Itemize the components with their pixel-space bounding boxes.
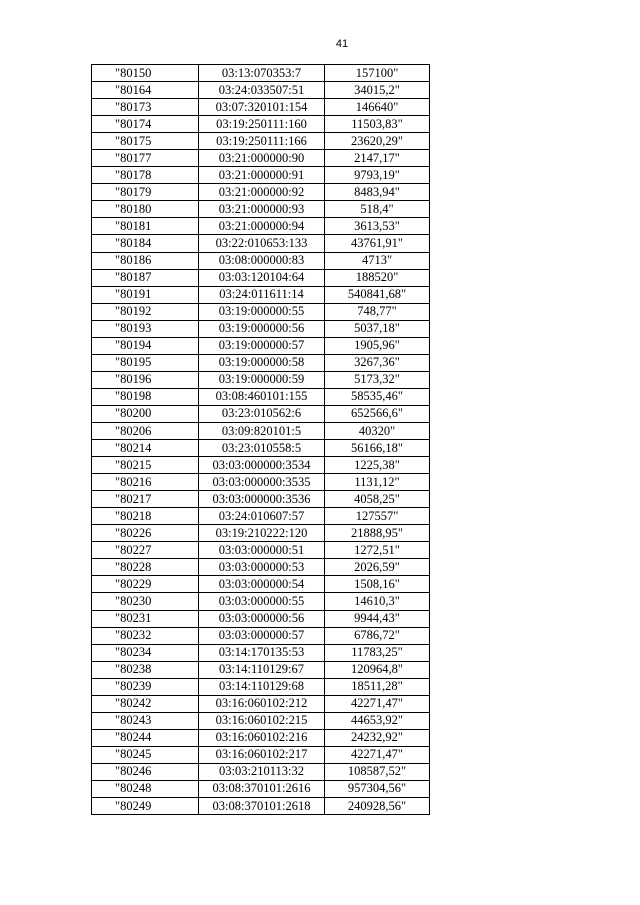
value-cell: 1508,16" (325, 576, 430, 593)
table-row (92, 729, 430, 746)
cadastral-number-cell: 03:03:120104:64 (199, 269, 325, 286)
record-id-cell: "80242 (92, 695, 199, 712)
table-row (92, 150, 430, 167)
value-cell: 14610,3" (325, 593, 430, 610)
cadastral-number-cell: 03:24:010607:57 (199, 508, 325, 525)
value-cell: 6786,72" (325, 627, 430, 644)
table-row (92, 763, 430, 780)
record-id-cell: "80232 (92, 627, 199, 644)
value-cell: 1131,12" (325, 474, 430, 491)
cadastral-number-cell: 03:21:000000:90 (199, 150, 325, 167)
value-cell: 652566,6" (325, 405, 430, 422)
table-row (92, 474, 430, 491)
table-row (92, 252, 430, 269)
value-cell: 44653,92" (325, 712, 430, 729)
table-row (92, 184, 430, 201)
cadastral-number-cell: 03:16:060102:215 (199, 712, 325, 729)
table-row (92, 627, 430, 644)
value-cell: 23620,29" (325, 133, 430, 150)
table-row (92, 269, 430, 286)
table-row (92, 133, 430, 150)
value-cell: 240928,56" (325, 798, 430, 815)
record-id-cell: "80245 (92, 746, 199, 763)
cadastral-number-cell: 03:03:000000:3534 (199, 457, 325, 474)
cadastral-number-cell: 03:16:060102:212 (199, 695, 325, 712)
data-table (91, 64, 430, 815)
record-id-cell: "80150 (92, 65, 199, 82)
table-row (92, 559, 430, 576)
cadastral-number-cell: 03:16:060102:217 (199, 746, 325, 763)
table-row (92, 82, 430, 99)
value-cell: 56166,18" (325, 440, 430, 457)
table-row (92, 218, 430, 235)
record-id-cell: "80195 (92, 354, 199, 371)
value-cell: 8483,94" (325, 184, 430, 201)
value-cell: 34015,2" (325, 82, 430, 99)
record-id-cell: "80198 (92, 388, 199, 405)
record-id-cell: "80229 (92, 576, 199, 593)
record-id-cell: "80194 (92, 337, 199, 354)
table-row (92, 303, 430, 320)
cadastral-number-cell: 03:23:010562:6 (199, 405, 325, 422)
cadastral-number-cell: 03:19:000000:58 (199, 354, 325, 371)
record-id-cell: "80175 (92, 133, 199, 150)
table-row (92, 422, 430, 439)
table-row (92, 525, 430, 542)
cadastral-number-cell: 03:03:000000:57 (199, 627, 325, 644)
cadastral-number-cell: 03:21:000000:91 (199, 167, 325, 184)
value-cell: 42271,47" (325, 695, 430, 712)
cadastral-number-cell: 03:08:370101:2616 (199, 780, 325, 797)
record-id-cell: "80174 (92, 116, 199, 133)
table-row (92, 661, 430, 678)
cadastral-number-cell: 03:03:000000:3535 (199, 474, 325, 491)
value-cell: 4058,25" (325, 491, 430, 508)
cadastral-number-cell: 03:24:033507:51 (199, 82, 325, 99)
value-cell: 5037,18" (325, 320, 430, 337)
table-row (92, 286, 430, 303)
record-id-cell: "80196 (92, 371, 199, 388)
cadastral-number-cell: 03:03:000000:56 (199, 610, 325, 627)
record-id-cell: "80186 (92, 252, 199, 269)
value-cell: 21888,95" (325, 525, 430, 542)
table-row (92, 337, 430, 354)
table-row (92, 695, 430, 712)
cadastral-number-cell: 03:08:460101:155 (199, 388, 325, 405)
value-cell: 540841,68" (325, 286, 430, 303)
value-cell: 518,4" (325, 201, 430, 218)
value-cell: 9793,19" (325, 167, 430, 184)
table-row (92, 201, 430, 218)
cadastral-number-cell: 03:08:370101:2618 (199, 798, 325, 815)
record-id-cell: "80217 (92, 491, 199, 508)
value-cell: 157100" (325, 65, 430, 82)
record-id-cell: "80227 (92, 542, 199, 559)
table-row (92, 116, 430, 133)
record-id-cell: "80228 (92, 559, 199, 576)
value-cell: 24232,92" (325, 729, 430, 746)
record-id-cell: "80215 (92, 457, 199, 474)
cadastral-number-cell: 03:03:000000:54 (199, 576, 325, 593)
record-id-cell: "80231 (92, 610, 199, 627)
value-cell: 9944,43" (325, 610, 430, 627)
table-row (92, 65, 430, 82)
value-cell: 957304,56" (325, 780, 430, 797)
cadastral-number-cell: 03:03:210113:32 (199, 763, 325, 780)
value-cell: 188520" (325, 269, 430, 286)
cadastral-number-cell: 03:19:250111:160 (199, 116, 325, 133)
cadastral-number-cell: 03:23:010558:5 (199, 440, 325, 457)
record-id-cell: "80173 (92, 99, 199, 116)
value-cell: 42271,47" (325, 746, 430, 763)
cadastral-number-cell: 03:09:820101:5 (199, 422, 325, 439)
record-id-cell: "80200 (92, 405, 199, 422)
cadastral-number-cell: 03:19:000000:59 (199, 371, 325, 388)
record-id-cell: "80218 (92, 508, 199, 525)
record-id-cell: "80246 (92, 763, 199, 780)
cadastral-number-cell: 03:16:060102:216 (199, 729, 325, 746)
table-row (92, 542, 430, 559)
table-row (92, 780, 430, 797)
table-row (92, 746, 430, 763)
cadastral-number-cell: 03:03:000000:3536 (199, 491, 325, 508)
table-row (92, 798, 430, 815)
table-row (92, 644, 430, 661)
cadastral-number-cell: 03:08:000000:83 (199, 252, 325, 269)
value-cell: 11783,25" (325, 644, 430, 661)
record-id-cell: "80179 (92, 184, 199, 201)
record-id-cell: "80230 (92, 593, 199, 610)
value-cell: 127557" (325, 508, 430, 525)
value-cell: 1272,51" (325, 542, 430, 559)
table-row (92, 440, 430, 457)
table-row (92, 610, 430, 627)
table-body (92, 65, 430, 815)
table-row (92, 678, 430, 695)
table-row (92, 371, 430, 388)
cadastral-number-cell: 03:19:000000:55 (199, 303, 325, 320)
cadastral-number-cell: 03:19:250111:166 (199, 133, 325, 150)
value-cell: 146640" (325, 99, 430, 116)
cadastral-number-cell: 03:14:110129:68 (199, 678, 325, 695)
value-cell: 3613,53" (325, 218, 430, 235)
cadastral-number-cell: 03:19:000000:57 (199, 337, 325, 354)
cadastral-number-cell: 03:13:070353:7 (199, 65, 325, 82)
table-row (92, 167, 430, 184)
cadastral-number-cell: 03:14:170135:53 (199, 644, 325, 661)
cadastral-number-cell: 03:19:000000:56 (199, 320, 325, 337)
cadastral-number-cell: 03:22:010653:133 (199, 235, 325, 252)
value-cell: 108587,52" (325, 763, 430, 780)
cadastral-number-cell: 03:21:000000:93 (199, 201, 325, 218)
record-id-cell: "80177 (92, 150, 199, 167)
record-id-cell: "80234 (92, 644, 199, 661)
cadastral-number-cell: 03:14:110129:67 (199, 661, 325, 678)
value-cell: 2026,59" (325, 559, 430, 576)
value-cell: 3267,36" (325, 354, 430, 371)
value-cell: 748,77" (325, 303, 430, 320)
cadastral-number-cell: 03:21:000000:92 (199, 184, 325, 201)
value-cell: 1905,96" (325, 337, 430, 354)
value-cell: 5173,32" (325, 371, 430, 388)
record-id-cell: "80181 (92, 218, 199, 235)
record-id-cell: "80244 (92, 729, 199, 746)
page-number: 41 (335, 38, 349, 50)
record-id-cell: "80248 (92, 780, 199, 797)
table-row (92, 508, 430, 525)
record-id-cell: "80193 (92, 320, 199, 337)
record-id-cell: "80184 (92, 235, 199, 252)
value-cell: 2147,17" (325, 150, 430, 167)
cadastral-number-cell: 03:07:320101:154 (199, 99, 325, 116)
cadastral-number-cell: 03:19:210222:120 (199, 525, 325, 542)
table-row (92, 405, 430, 422)
value-cell: 43761,91" (325, 235, 430, 252)
value-cell: 120964,8" (325, 661, 430, 678)
record-id-cell: "80180 (92, 201, 199, 218)
cadastral-number-cell: 03:03:000000:51 (199, 542, 325, 559)
record-id-cell: "80187 (92, 269, 199, 286)
table-row (92, 491, 430, 508)
cadastral-number-cell: 03:03:000000:55 (199, 593, 325, 610)
table-row (92, 712, 430, 729)
record-id-cell: "80164 (92, 82, 199, 99)
table-row (92, 576, 430, 593)
record-id-cell: "80192 (92, 303, 199, 320)
record-id-cell: "80178 (92, 167, 199, 184)
record-id-cell: "80216 (92, 474, 199, 491)
record-id-cell: "80238 (92, 661, 199, 678)
record-id-cell: "80214 (92, 440, 199, 457)
table-row (92, 388, 430, 405)
value-cell: 1225,38" (325, 457, 430, 474)
cadastral-number-cell: 03:24:011611:14 (199, 286, 325, 303)
value-cell: 4713" (325, 252, 430, 269)
value-cell: 18511,28" (325, 678, 430, 695)
table-row (92, 457, 430, 474)
value-cell: 11503,83" (325, 116, 430, 133)
table-row (92, 354, 430, 371)
record-id-cell: "80191 (92, 286, 199, 303)
table-row (92, 320, 430, 337)
table-row (92, 235, 430, 252)
record-id-cell: "80249 (92, 798, 199, 815)
cadastral-number-cell: 03:21:000000:94 (199, 218, 325, 235)
cadastral-number-cell: 03:03:000000:53 (199, 559, 325, 576)
record-id-cell: "80226 (92, 525, 199, 542)
table-row (92, 593, 430, 610)
record-id-cell: "80239 (92, 678, 199, 695)
value-cell: 40320" (325, 422, 430, 439)
record-id-cell: "80206 (92, 422, 199, 439)
value-cell: 58535,46" (325, 388, 430, 405)
table-row (92, 99, 430, 116)
record-id-cell: "80243 (92, 712, 199, 729)
